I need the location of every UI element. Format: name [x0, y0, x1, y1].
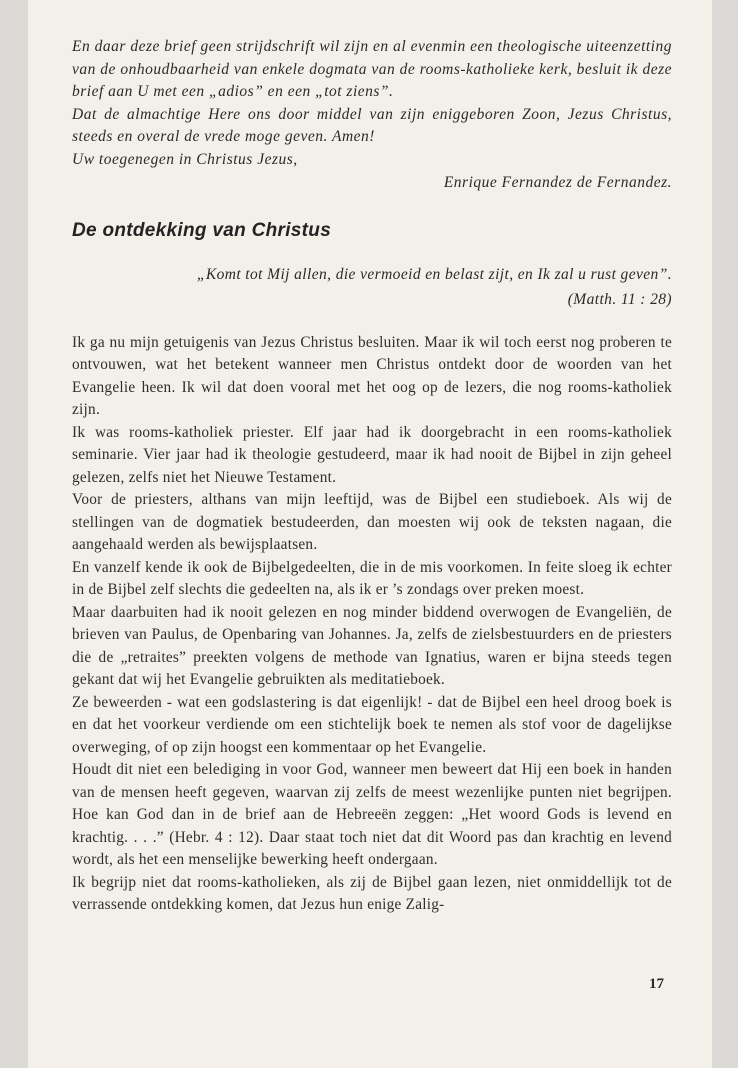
body-paragraph: Voor de priesters, althans van mijn leeftijd, was de Bijbel een studieboek. Als wij de stellingen van de dogmatiek bestudeerden, dan moesten wij ook de teksten nagaan, die aangehaald werden als bewijsplaatsen. [72, 491, 672, 553]
closing-letter [72, 36, 672, 195]
epigraph [72, 262, 672, 312]
epigraph-quote: „Komt tot Mij allen, die vermoeid en belast zijt, en Ik zal u rust geven”. [196, 265, 672, 283]
body-paragraph: Ze beweerden - wat een godslastering is dat eigenlijk! - dat de Bijbel een heel droog boek is en dat het voorkeur verdiende om een stichtelijk boek te nemen als stof voor de dagelijkse overweging, of op zijn hoogst een kommentaar op het Evangelie. [72, 693, 672, 756]
body-text [72, 332, 672, 917]
intro-paragraph: Uw toegenegen in Christus Jezus, [72, 150, 298, 168]
book-page [28, 0, 712, 1068]
page-content [72, 36, 672, 917]
intro-paragraph: Dat de almachtige Here ons door middel van zijn eniggeboren Zoon, Jezus Christus, steeds en overal de vrede moge geven. Amen! [72, 105, 672, 145]
page-number: 17 [649, 976, 664, 992]
body-paragraph: Maar daarbuiten had ik nooit gelezen en nog minder biddend overwogen de Evangeliën, de brieven van Paulus, de Openbaring van Johannes. Ja, zelfs de zielsbestuurders en de priesters die de „retraites” preekten volgens de methode van Ignatius, waren er bijna steeds tegen gekant dat wij het Evangelie gebruikten als meditatieboek. [72, 603, 672, 688]
section-title: De ontdekking van Christus [72, 219, 332, 241]
epigraph-reference: (Matth. 11 : 28) [567, 290, 672, 308]
signature: Enrique Fernandez de Fernandez. [443, 174, 672, 191]
body-paragraph: Ik begrijp niet dat rooms-katholieken, als zij de Bijbel gaan lezen, niet onmiddellijk tot de verrassende ontdekking komen, dat Jezus hun enige Zalig- [72, 873, 672, 913]
body-paragraph: Ik ga nu mijn getuigenis van Jezus Christus besluiten. Maar ik wil toch eerst nog proberen te ontvouwen, wat het betekent wanneer men Christus ontdekt door de woorden van het Evangelie heen. Ik wil dat doen vooral met het oog op de lezers, die nog rooms-katholiek zijn. [72, 333, 672, 418]
intro-paragraph: En daar deze brief geen strijdschrift wil zijn en al evenmin een theologische uiteenzetting van de onhoudbaarheid van enkele dogmata van de rooms-katholieke kerk, besluit ik deze brief aan U met een „adios” en een „tot ziens”. [72, 38, 672, 100]
body-paragraph: Ik was rooms-katholiek priester. Elf jaar had ik doorgebracht in een rooms-katholiek seminarie. Vier jaar had ik theologie gestudeerd, maar ik had nooit de Bijbel in zijn geheel gelezen, zelfs niet het Nieuwe Testament. [72, 423, 672, 486]
body-paragraph: Houdt dit niet een belediging in voor God, wanneer men beweert dat Hij een boek in handen van de mensen heeft gegeven, waarvan zij zelfs de meest wezenlijke punten niet begrijpen. Hoe kan God dan in de brief aan de Hebreeën zeggen: „Het woord Gods is levend en krachtig. . . .” (Hebr. 4 : 12). Daar staat toch niet dat dit Woord pas dan krachtig en levend wordt, als het een menselijke bewerking heeft ondergaan. [72, 761, 672, 868]
body-paragraph: En vanzelf kende ik ook de Bijbelgedeelten, die in de mis voorkomen. In feite sloeg ik echter in de Bijbel zelf slechts die gedeelten na, als ik er ’s zondags over preken moest. [72, 558, 672, 598]
